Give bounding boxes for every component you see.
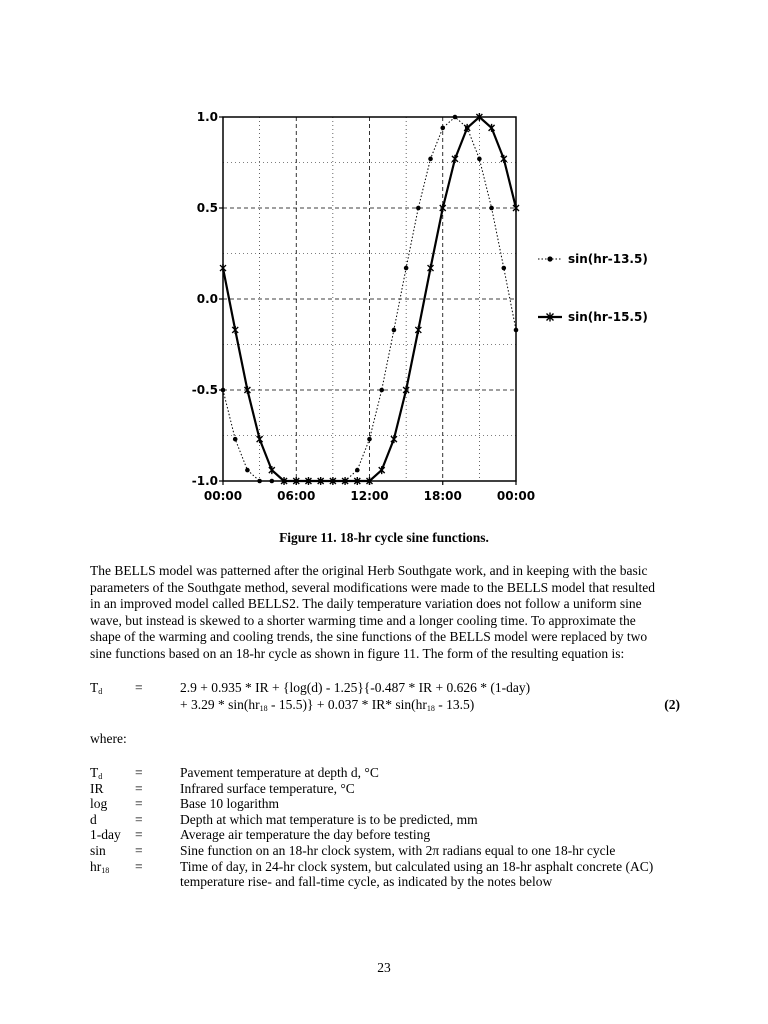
legend-label-sin-13-5: sin(hr-13.5) xyxy=(568,252,648,266)
series-point-sin-13-5 xyxy=(245,468,250,473)
series-point-sin-15-5 xyxy=(257,435,263,443)
paragraph-line: sine functions based on an 18-hr cycle as shown in figure 11. The form of the resulting equation is: xyxy=(90,645,625,661)
series-point-sin-15-5 xyxy=(452,155,458,163)
series-point-sin-15-5 xyxy=(501,155,507,163)
definition-equals: = xyxy=(135,827,143,843)
definition-symbol-text: 1-day xyxy=(90,827,121,843)
series-point-sin-13-5 xyxy=(514,328,519,333)
x-tick-label: 06:00 xyxy=(277,489,316,503)
legend-label-sin-15-5: sin(hr-15.5) xyxy=(568,310,648,324)
definition-equals: = xyxy=(135,858,143,874)
definition-symbol-subscript: d xyxy=(98,772,103,781)
series-point-sin-13-5 xyxy=(355,468,360,473)
equation-lhs xyxy=(90,680,102,696)
definition-text: Time of day, in 24-hr clock system, but calculated using an 18-hr asphalt concrete (AC) xyxy=(180,858,654,874)
definition-text: temperature rise- and fall-time cycle, as indicated by the notes below xyxy=(180,874,553,890)
y-tick-label: -1.0 xyxy=(191,474,218,488)
series-point-sin-15-5 xyxy=(232,326,238,334)
eq-part: - 13.5) xyxy=(434,697,475,712)
series-point-sin-13-5 xyxy=(270,479,275,484)
y-tick-label: 1.0 xyxy=(196,110,218,124)
definition-text: Sine function on an 18-hr clock system, with 2π radians equal to one 18-hr cycle xyxy=(180,842,616,858)
definition-text: Depth at which mat temperature is to be predicted, mm xyxy=(180,811,478,827)
definition-row xyxy=(90,796,690,812)
equation-lhs-subscript: d xyxy=(98,687,103,696)
series-point-sin-13-5 xyxy=(428,157,433,162)
page-number: 23 xyxy=(377,960,391,975)
definition-row xyxy=(90,812,690,828)
series-point-sin-13-5 xyxy=(440,126,445,131)
series-point-sin-13-5 xyxy=(489,206,494,211)
definition-symbol xyxy=(90,827,121,843)
where-label: where: xyxy=(90,731,127,746)
definition-symbol xyxy=(90,859,109,875)
paragraph-line: parameters of the Southgate method, several modifications were made to the BELLS model that resulted xyxy=(90,579,655,595)
series-point-sin-13-5 xyxy=(367,437,372,442)
definition-text: Pavement temperature at depth d, °C xyxy=(180,765,379,780)
definition-equals: = xyxy=(135,780,143,796)
series-point-sin-15-5 xyxy=(489,124,495,132)
y-axis xyxy=(192,110,223,488)
x-tick-label: 00:00 xyxy=(203,489,243,503)
eq-part: + 3.29 * sin(hr xyxy=(180,697,260,712)
chart-legend xyxy=(538,252,648,324)
equation-line-2 xyxy=(90,697,680,714)
eq-subscript: 18 xyxy=(426,704,435,713)
definition-symbol-text: T xyxy=(90,765,99,780)
series-point-sin-15-5 xyxy=(379,466,385,474)
equation-number: (2) xyxy=(664,697,680,712)
definition-row xyxy=(90,765,690,781)
definition-equals: = xyxy=(135,796,143,812)
definition-text: Base 10 logarithm xyxy=(180,796,279,812)
series-point-sin-15-5 xyxy=(428,264,434,272)
equation-lhs-symbol: T xyxy=(90,680,99,695)
series-point-sin-15-5 xyxy=(269,466,275,474)
figure-caption: Figure 11. 18-hr cycle sine functions. xyxy=(279,530,489,545)
definition-symbol-text: sin xyxy=(90,842,106,858)
x-tick-label: 00:00 xyxy=(496,489,536,503)
paragraph-line: in an improved model called BELLS2. The daily temperature variation does not follow a uniform sine xyxy=(90,596,642,612)
definition-symbol-subscript: 18 xyxy=(101,865,110,875)
definition-symbol-text: IR xyxy=(90,780,104,796)
definition-equals: = xyxy=(135,842,143,858)
series-point-sin-13-5 xyxy=(233,437,238,442)
series-point-sin-15-5 xyxy=(391,435,397,443)
definition-symbol-text: log xyxy=(90,796,108,812)
definition-symbol-text: hr xyxy=(90,858,102,874)
series-point-sin-13-5 xyxy=(501,266,506,271)
series-point-sin-13-5 xyxy=(257,479,262,484)
definition-row xyxy=(90,843,690,859)
series-point-sin-13-5 xyxy=(453,115,458,120)
y-tick-label: 0.5 xyxy=(196,201,218,215)
x-tick-label: 12:00 xyxy=(350,489,389,503)
paragraph-line: The BELLS model was patterned after the original Herb Southgate work, and in keeping with the basic xyxy=(90,563,648,578)
series-point-sin-13-5 xyxy=(404,266,409,271)
definition-symbol xyxy=(90,796,107,812)
body-paragraph xyxy=(90,563,680,663)
legend-marker-sin-13-5 xyxy=(547,256,552,261)
definition-symbol xyxy=(90,765,102,781)
series-point-sin-15-5 xyxy=(415,326,421,334)
equation-equals: = xyxy=(135,680,143,695)
paragraph-line: wave, but instead is skewed to a shorter warming time and a longer cooling time. To approximate the xyxy=(90,612,636,628)
series-point-sin-13-5 xyxy=(392,328,397,333)
series-point-sin-15-5 xyxy=(220,264,226,272)
definition-list xyxy=(90,765,690,890)
definition-row xyxy=(90,859,690,875)
chart-grid xyxy=(223,117,516,481)
equation-rhs-line-1: 2.9 + 0.935 * IR + {log(d) - 1.25}{-0.487 * IR + 0.626 * (1-day) xyxy=(180,680,531,695)
definition-equals: = xyxy=(135,765,143,780)
equation-line-1 xyxy=(90,680,680,697)
eq-subscript: 18 xyxy=(259,704,268,713)
series-point-sin-13-5 xyxy=(221,388,226,393)
y-tick-label: 0.0 xyxy=(196,292,218,306)
paragraph-line: shape of the warming and cooling trends, the sine functions of the BELLS model were replaced by two xyxy=(90,629,648,645)
definition-text: Average air temperature the day before testing xyxy=(180,827,431,843)
y-tick-label: -0.5 xyxy=(191,383,218,397)
definition-row xyxy=(90,827,690,843)
definition-symbol xyxy=(90,843,106,859)
equation-rhs-line-2 xyxy=(180,697,474,713)
series-point-sin-13-5 xyxy=(416,206,421,211)
definition-row xyxy=(90,781,690,797)
definition-text: Infrared surface temperature, °C xyxy=(180,780,355,796)
series-point-sin-13-5 xyxy=(379,388,384,393)
eq-part: - 15.5)} + 0.037 * IR* sin(hr xyxy=(267,697,427,712)
definition-symbol xyxy=(90,781,104,797)
definition-symbol-text: d xyxy=(90,811,97,827)
definition-symbol xyxy=(90,812,97,828)
series-point-sin-13-5 xyxy=(477,157,482,162)
definition-equals: = xyxy=(135,811,143,827)
definition-row xyxy=(90,874,690,890)
x-tick-label: 18:00 xyxy=(423,489,462,503)
